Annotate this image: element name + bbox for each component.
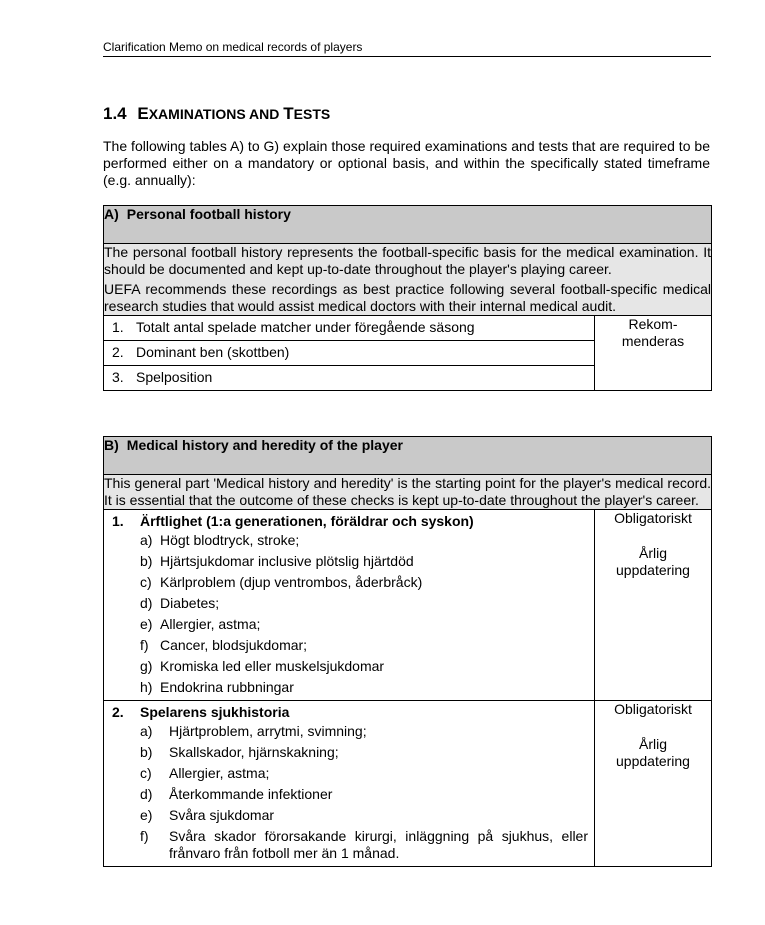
table-a-description: The personal football history represents the football-specific basis for the medical examination. It should be documented and kept up-to-date throughout the player's playing career. UEFA recommends these recordings as best practice following several football-specific medical research studies that would assist medical doctors with their internal medical audit. — [104, 244, 711, 314]
heading-title: EXAMINATIONS AND TESTS — [137, 104, 331, 123]
player-history-group: 2. Spelarens sjukhistoria a) Hjärtproblem, arrytmi, svimning; b) Skallskador, hjärnskakning; c) Allergier, astma; d) Återkommande infektioner e) Svåra sjukdomar f) Svåra skador förorsakande kirurgi, inläggning på sjukhus, eller frånvaro från fotboll mer än 1 månad. — [104, 701, 595, 867]
list-item: b) Hjärtsjukdomar inclusive plötslig hjärtdöd — [140, 553, 414, 569]
list-item: d) Diabetes; — [140, 595, 220, 611]
list-item: d) Återkommande infektioner — [140, 786, 333, 802]
table-b-description: This general part 'Medical history and heredity' is the starting point for the player's medical record. It is essential that the outcome of these checks is kept up-to-date throughout the player's career. — [104, 475, 711, 508]
table-row: 3. Spelposition — [104, 366, 595, 391]
table-a-header: A) Personal football history — [104, 206, 712, 244]
list-item: f) Cancer, blodsjukdomar; — [140, 637, 308, 653]
table-row: 2. Dominant ben (skottben) — [104, 341, 595, 366]
list-item: f) Svåra skador förorsakande kirurgi, inläggning på sjukhus, eller frånvaro från fotboll mer än 1 månad. — [140, 828, 588, 861]
list-item: a) Hjärtproblem, arrytmi, svimning; — [140, 723, 367, 739]
heredity-status: Obligatoriskt Årlig uppdatering — [595, 510, 712, 701]
list-item: b) Skallskador, hjärnskakning; — [140, 744, 339, 760]
list-item: g) Kromiska led eller muskelsjukdomar — [140, 658, 385, 674]
heredity-group: 1. Ärftlighet (1:a generationen, föräldrar och syskon) a) Högt blodtryck, stroke; b) Hjärtsjukdomar inclusive plötslig hjärtdöd c) Kärlproblem (djup ventrombos, åderbråck) d) Diabetes; e) Allergier, astma; f) Cancer, blodsjukdomar; g) Kromiska led eller muskelsjukdomar h) Endokrina rubbningar — [104, 510, 595, 701]
list-item: c) Kärlproblem (djup ventrombos, åderbråck) — [140, 574, 423, 590]
table-row: 1. Totalt antal spelade matcher under föregående säsong — [104, 316, 595, 341]
section-number: 1.4 — [103, 104, 127, 123]
table-medical-history — [103, 436, 712, 867]
list-item: c) Allergier, astma; — [140, 765, 270, 781]
list-item: h) Endokrina rubbningar — [140, 679, 294, 695]
intro-paragraph: The following tables A) to G) explain those required examinations and tests that are required to be performed either on a mandatory or optional basis, and within the specifically stated timeframe (e.g. annually): — [103, 138, 710, 188]
list-item: e) Svåra sjukdomar — [140, 807, 275, 823]
section-heading — [103, 104, 330, 124]
table-b-header: B) Medical history and heredity of the player — [104, 437, 712, 475]
list-item: a) Högt blodtryck, stroke; — [140, 532, 300, 548]
recommendation-status: Rekom- menderas — [595, 316, 712, 391]
document-header: Clarification Memo on medical records of players — [103, 40, 711, 57]
player-history-status: Obligatoriskt Årlig uppdatering — [595, 701, 712, 867]
list-item: e) Allergier, astma; — [140, 616, 261, 632]
table-personal-football-history — [103, 205, 712, 391]
